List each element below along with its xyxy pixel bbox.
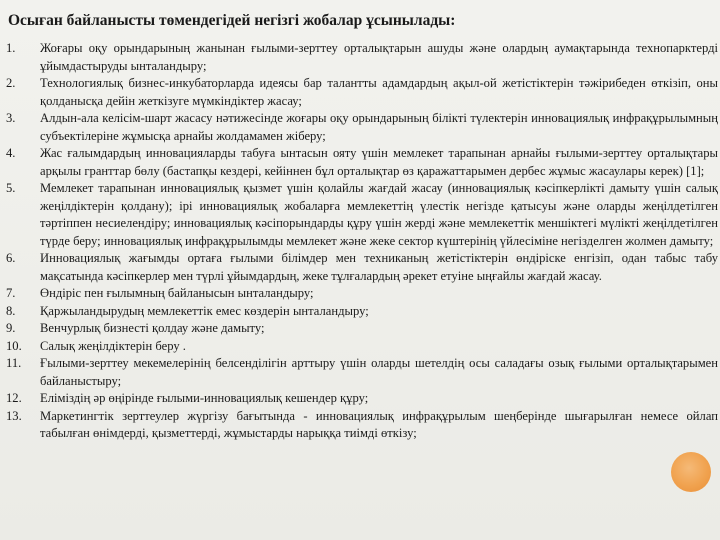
list-item-text: Инновациялық жағымды ортаға ғылыми білімдер мен техниканың жетістіктерін өндіріске енгізіп, одан табыс табу мақсатында кәсіпкерлер мен түрлі ұйымдардың, жеке тұлғалардың әрекет етуіне ыңғайлы жағдай жасау. [40, 251, 718, 283]
list-item [6, 285, 718, 303]
list-item-text: Маркетингтік зерттеулер жүргізу бағытында - инновациялық инфрақұрылым шеңберінде шығарылған немесе ойлап табылған өнімдерді, қызметтерді, жұмыстарды нарыққа тиімді өткізу; [40, 408, 718, 440]
list-item-number: 5. [6, 181, 16, 195]
list-item [6, 390, 718, 408]
list-item [6, 303, 718, 321]
list-item-text: Қаржыландырудың мемлекеттік емес көздерін ынталандыру; [40, 303, 369, 318]
list-item-number: 3. [6, 111, 16, 125]
list-item [6, 110, 718, 145]
list-item-text: Жоғары оқу орындарының жанынан ғылыми-зерттеу орталықтарын ашуды және олардың аумақтарында технопарктерді ұйымдастыруды ынталандыру; [40, 41, 718, 73]
list-item-number: 2. [6, 76, 16, 90]
list-item-text: Ғылыми-зерттеу мекемелерінің белсенділігін арттыру үшін оларды шетелдің осы саладағы озық ғылыми орталықтарымен байланыстыру; [40, 356, 718, 388]
list-item [6, 408, 718, 443]
list-item-number: 12. [6, 391, 22, 405]
list-item [6, 40, 718, 75]
list-item-text: Венчурлық бизнесті қолдау және дамыту; [40, 321, 265, 335]
list-item-text: Жас ғалымдардың инновацияларды табуға ынтасын ояту үшін мемлекет тарапынан арнайы ғылыми-зерттеу орталықтары арқылы гранттар бөлу (бастапқы кездері, кейіннен бұл орталықтар өз қаражаттарымен дербес жұмыс жасаулары керек) [1]; [40, 146, 718, 178]
list-item-number: 8. [6, 303, 16, 318]
proposal-list [6, 40, 718, 443]
list-item [6, 355, 718, 390]
list-item-text: Еліміздің әр өңірінде ғылыми-инновациялық кешендер құру; [40, 391, 369, 405]
orange-circle-decoration [671, 452, 711, 492]
list-item [6, 338, 718, 356]
list-item-number: 1. [6, 41, 16, 55]
list-item-number: 9. [6, 321, 16, 335]
list-item-number: 4. [6, 146, 16, 160]
list-item-number: 13. [6, 408, 22, 423]
list-item [6, 75, 718, 110]
list-item-text: Мемлекет тарапынан инновациялық қызмет үшін қолайлы жағдай жасау (инновациялық кәсіпкерлікті дамыту үшін салық жеңілдіктерін қолдану); ірі инновациялық жобаларға мемлекеттің үлестік негізде қатысуы және оларды жеңілдетілген тәртіппен несиелендіру; инновациялық кәсіпорындарды құру үшін жерді және мемлекеттік меншіктегі мүлікті жеңілдетілген түрде беру; инновациялық инфрақұрылымды мемлекет және жеке сектор күштерінің үйлесіміне негізделген жолмен дамыту; [40, 181, 718, 248]
list-item-number: 7. [6, 286, 16, 300]
list-item [6, 250, 718, 285]
list-item [6, 145, 718, 180]
list-item-text: Алдын-ала келісім-шарт жасасу нәтижесінде жоғары оқу орындарының білікті түлектерін инновациялық инфрақұрылымның субъектілеріне жұмысқа арнайы жолдамамен жіберу; [40, 111, 718, 143]
list-item-number: 6. [6, 251, 16, 265]
list-item-number: 11. [6, 356, 22, 370]
list-item-text: Технологиялық бизнес-инкубаторларда идеясы бар талантты адамдардың ақыл-ой жетістіктерін тәжірибеден өткізіп, оны қолданысқа дейін жеткізуге мүмкіндіктер жасау; [40, 76, 718, 108]
list-item-text: Салық жеңілдіктерін беру . [40, 338, 186, 353]
slide-title: Осыған байланысты төмендегідей негізгі жобалар ұсынылады: [8, 12, 456, 29]
list-item-text: Өндіріс пен ғылымның байланысын ынталандыру; [40, 286, 314, 300]
list-item [6, 180, 718, 250]
list-item [6, 320, 718, 338]
list-item-number: 10. [6, 338, 22, 353]
